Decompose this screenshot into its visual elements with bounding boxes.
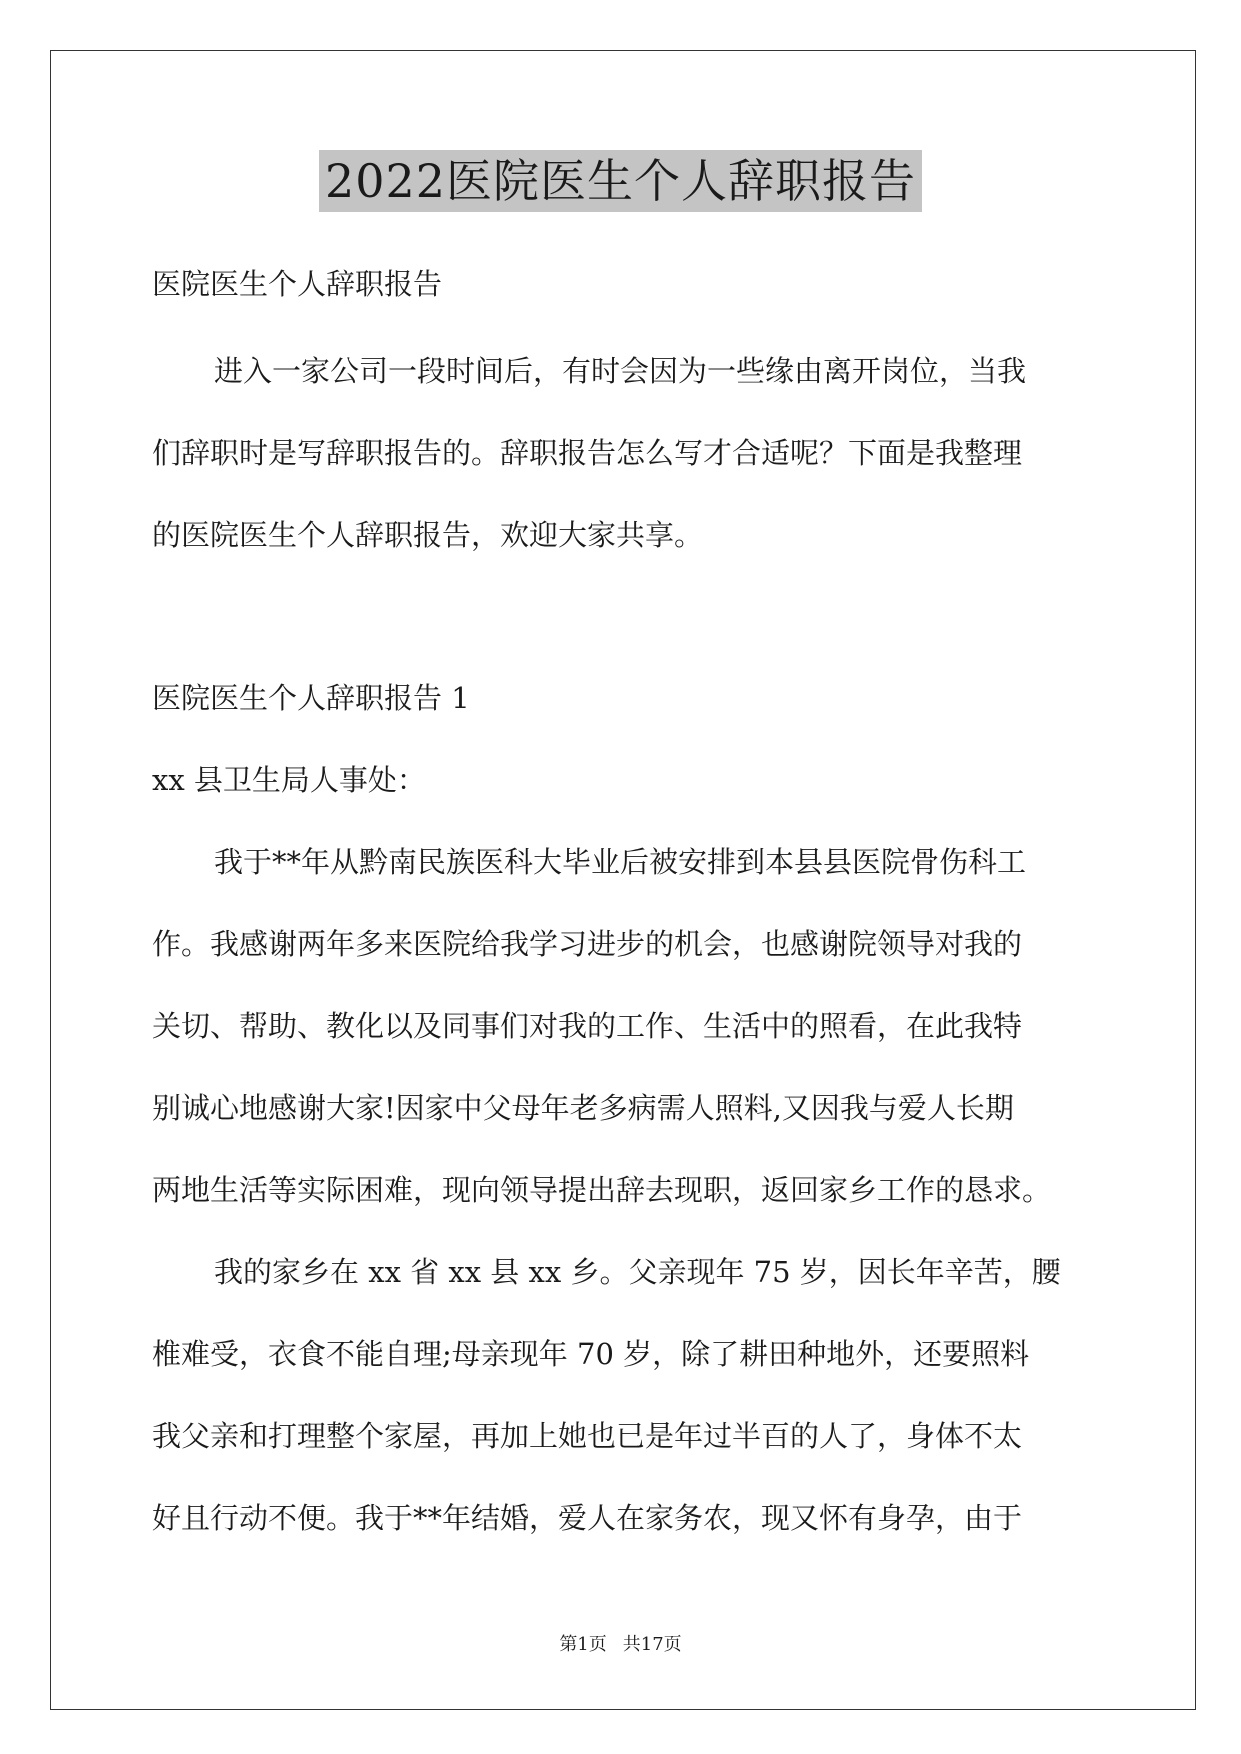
salutation-line: xx 县卫生局人事处： xyxy=(152,763,426,797)
paragraph-line: 们辞职时是写辞职报告的。辞职报告怎么写才合适呢？下面是我整理 xyxy=(152,436,1023,470)
section-heading: 医院医生个人辞职报告 1 xyxy=(152,681,470,715)
document-title: 2022医院医生个人辞职报告 xyxy=(319,150,922,212)
page-number: 第1页 xyxy=(559,1634,607,1655)
paragraph-line: 关切、帮助、教化以及同事们对我的工作、生活中的照看，在此我特 xyxy=(152,1009,1023,1043)
paragraph-line: 我父亲和打理整个家屋，再加上她也已是年过半百的人了，身体不太 xyxy=(152,1419,1023,1453)
paragraph-line: 我的家乡在 xx 省 xx 县 xx 乡。父亲现年 75 岁，因长年辛苦，腰 xyxy=(214,1255,1061,1289)
paragraph-line: 好且行动不便。我于**年结婚，爱人在家务农，现又怀有身孕，由于 xyxy=(152,1501,1023,1535)
paragraph-line: 别诚心地感谢大家!因家中父母年老多病需人照料,又因我与爱人长期 xyxy=(152,1091,1014,1125)
subtitle-line: 医院医生个人辞职报告 xyxy=(152,267,443,301)
page-total: 共17页 xyxy=(622,1634,682,1655)
page-footer xyxy=(0,1632,1241,1658)
paragraph-line: 进入一家公司一段时间后，有时会因为一些缘由离开岗位，当我 xyxy=(214,354,1027,388)
paragraph-line: 两地生活等实际困难，现向领导提出辞去现职，返回家乡工作的恳求。 xyxy=(152,1173,1052,1207)
paragraph-line: 作。我感谢两年多来医院给我学习进步的机会，也感谢院领导对我的 xyxy=(152,927,1023,961)
title-container xyxy=(0,150,1241,212)
paragraph-line: 椎难受，衣食不能自理;母亲现年 70 岁，除了耕田种地外，还要照料 xyxy=(152,1337,1030,1371)
paragraph-line: 我于**年从黔南民族医科大毕业后被安排到本县县医院骨伤科工 xyxy=(214,845,1027,879)
paragraph-line: 的医院医生个人辞职报告，欢迎大家共享。 xyxy=(152,518,704,552)
